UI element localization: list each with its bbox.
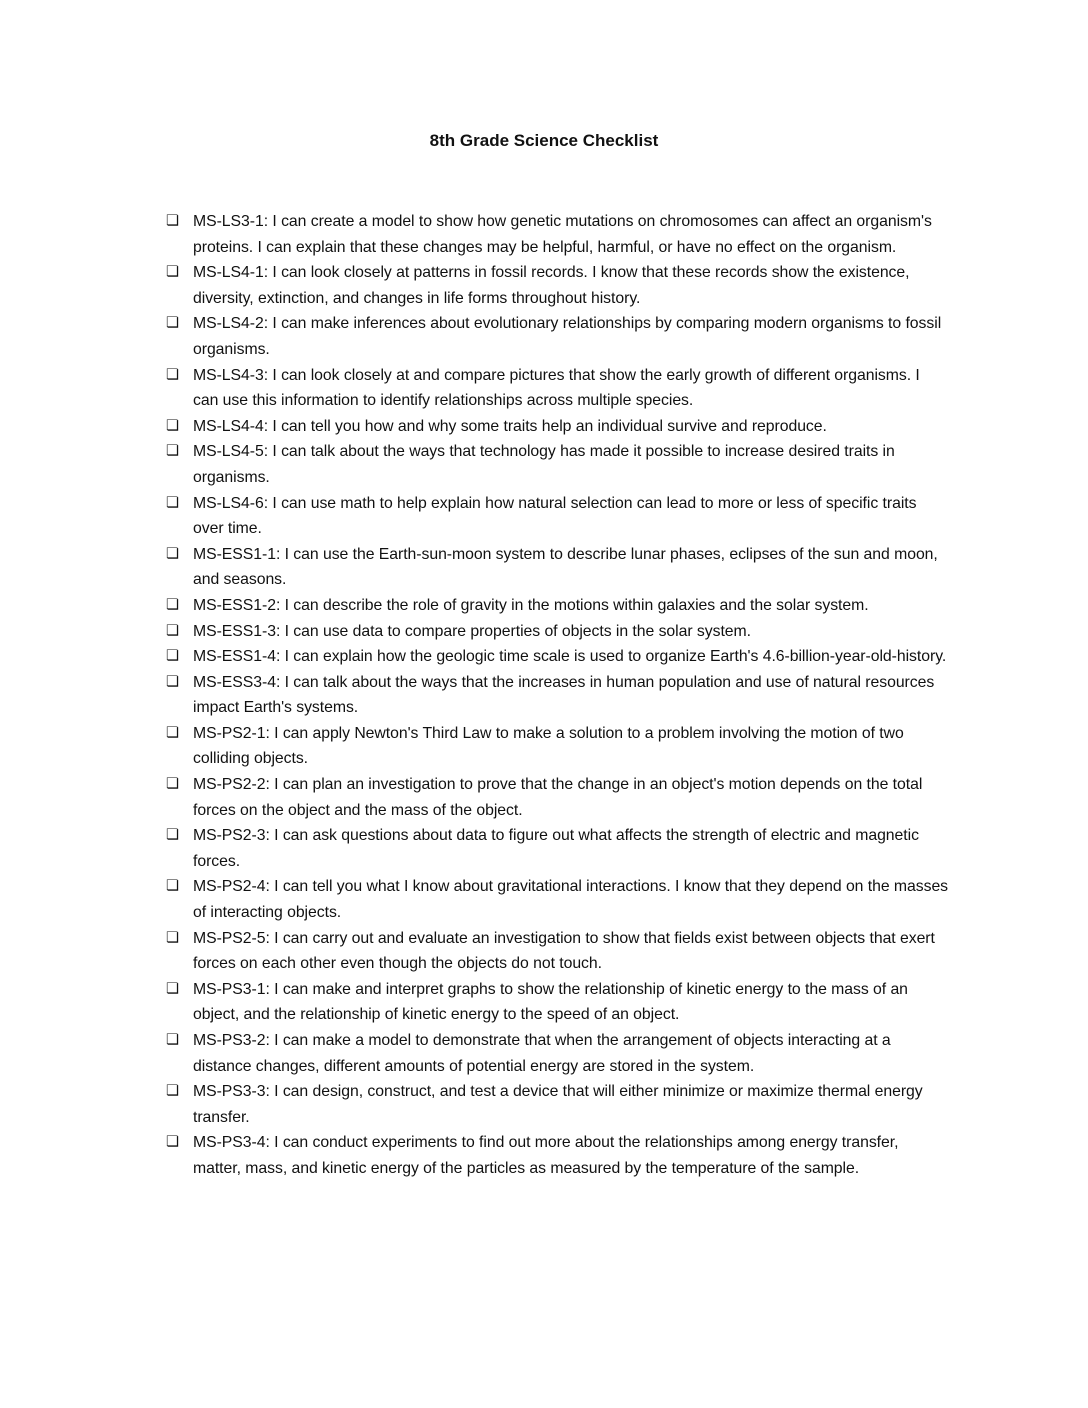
- checklist-item: [167, 1130, 949, 1181]
- checklist-item: [167, 414, 949, 440]
- checklist-item-text: MS-LS4-2: I can make inferences about evolutionary relationships by comparing modern organisms to fossil organisms.: [193, 315, 942, 358]
- checklist-item: [167, 209, 949, 260]
- checkbox-icon: ❏: [166, 929, 179, 946]
- checkbox-icon: ❏: [166, 494, 179, 511]
- checkbox-icon: ❏: [166, 1032, 179, 1048]
- checklist-item-text: MS-PS3-3: I can design, construct, and test a device that will either minimize or maximize thermal energy transfer.: [193, 1083, 923, 1126]
- checklist-item: [167, 593, 949, 619]
- checklist-item-text: MS-PS2-4: I can tell you what I know about gravitational interactions. I know that they depend on the masses of interacting objects.: [193, 878, 949, 922]
- checkbox-icon: ❏: [166, 878, 179, 895]
- checklist-item-text: MS-LS4-4: I can tell you how and why some traits help an individual survive and reproduce.: [193, 417, 827, 435]
- checklist-item: [167, 619, 949, 645]
- checklist-item: [167, 644, 949, 670]
- checkbox-icon: ❏: [166, 545, 179, 562]
- checklist-item-text: MS-ESS1-3: I can use data to compare properties of objects in the solar system.: [193, 622, 751, 640]
- checkbox-icon: ❏: [166, 315, 179, 332]
- checklist-item-text: MS-ESS1-2: I can describe the role of gravity in the motions within galaxies and the solar system.: [193, 596, 869, 614]
- checklist-item-text: MS-PS2-5: I can carry out and evaluate an investigation to show that fields exist between objects that exert forces on each other even though the objects do not touch.: [193, 929, 935, 973]
- page-title: 8th Grade Science Checklist: [429, 131, 659, 150]
- checklist-item: [167, 1028, 949, 1079]
- checklist-item-text: MS-ESS3-4: I can talk about the ways that the increases in human population and use of natural resources impact Earth's systems.: [193, 673, 935, 717]
- checkbox-icon: ❏: [166, 724, 179, 741]
- checkbox-icon: ❏: [166, 213, 179, 229]
- checkbox-icon: ❏: [166, 596, 179, 613]
- checkbox-icon: ❏: [166, 417, 179, 434]
- checkbox-icon: ❏: [166, 1083, 179, 1100]
- checkbox-icon: ❏: [166, 827, 179, 844]
- checklist-item-text: MS-LS4-5: I can talk about the ways that technology has made it possible to increase desired traits in organisms.: [193, 443, 895, 486]
- checklist-item: [167, 439, 949, 490]
- checklist-item-text: MS-PS3-4: I can conduct experiments to find out more about the relationships among energy transfer, matter, mass, and kinetic energy of the particles as measured by the temperature of the sample.: [193, 1134, 899, 1177]
- checklist-item: [167, 926, 949, 977]
- checklist-item-text: MS-LS4-1: I can look closely at patterns in fossil records. I know that these records show the existence, diversity, extinction, and changes in life forms throughout history.: [193, 264, 910, 307]
- checklist-item: [167, 874, 949, 925]
- checklist-item: [167, 542, 949, 593]
- checkbox-icon: ❏: [166, 648, 179, 665]
- checklist-item: [167, 670, 949, 721]
- checklist-item: [167, 977, 949, 1028]
- checklist-item: [167, 772, 949, 823]
- checklist-item: [167, 491, 949, 542]
- checkbox-icon: ❏: [166, 443, 179, 460]
- checklist-item-text: MS-LS3-1: I can create a model to show how genetic mutations on chromosomes can affect an organism's proteins. I can explain that these changes may be helpful, harmful, or have no effect on the organism.: [193, 213, 932, 256]
- checklist-item-text: MS-LS4-6: I can use math to help explain how natural selection can lead to more or less of specific traits over time.: [193, 494, 917, 538]
- checklist-item-text: MS-PS3-1: I can make and interpret graphs to show the relationship of kinetic energy to the mass of an object, and the relationship of kinetic energy to the speed of an object.: [193, 980, 908, 1024]
- checkbox-icon: ❏: [166, 366, 179, 383]
- checklist-item-text: MS-ESS1-1: I can use the Earth-sun-moon system to describe lunar phases, eclipses of the sun and moon, and seasons.: [193, 545, 938, 589]
- checklist-item: [167, 721, 949, 772]
- checklist-item: [167, 311, 949, 362]
- checklist-item: [167, 1079, 949, 1130]
- checklist-item: [167, 260, 949, 311]
- checklist-item-text: MS-PS3-2: I can make a model to demonstrate that when the arrangement of objects interacting at a distance changes, different amounts of potential energy are stored in the system.: [193, 1032, 891, 1075]
- checklist-item-text: MS-PS2-1: I can apply Newton's Third Law to make a solution to a problem involving the motion of two colliding objects.: [193, 724, 904, 768]
- checklist-item-text: MS-ESS1-4: I can explain how the geologic time scale is used to organize Earth's 4.6-billion-year-old-history.: [193, 648, 947, 666]
- checkbox-icon: ❏: [166, 776, 179, 793]
- checklist-item-text: MS-PS2-3: I can ask questions about data to figure out what affects the strength of electric and magnetic forces.: [193, 827, 919, 870]
- checklist: [167, 209, 949, 1182]
- checklist-item: [167, 363, 949, 414]
- checklist-item-text: MS-LS4-3: I can look closely at and compare pictures that show the early growth of different organisms. I can use this information to identify relationships across multiple species.: [193, 366, 920, 410]
- checkbox-icon: ❏: [166, 1134, 179, 1151]
- checkbox-icon: ❏: [166, 673, 179, 690]
- checkbox-icon: ❏: [166, 980, 179, 997]
- checklist-item-text: MS-PS2-2: I can plan an investigation to prove that the change in an object's motion depends on the total forces on the object and the mass of the object.: [193, 776, 923, 819]
- checkbox-icon: ❏: [166, 622, 179, 639]
- checkbox-icon: ❏: [166, 264, 179, 281]
- checklist-item: [167, 823, 949, 874]
